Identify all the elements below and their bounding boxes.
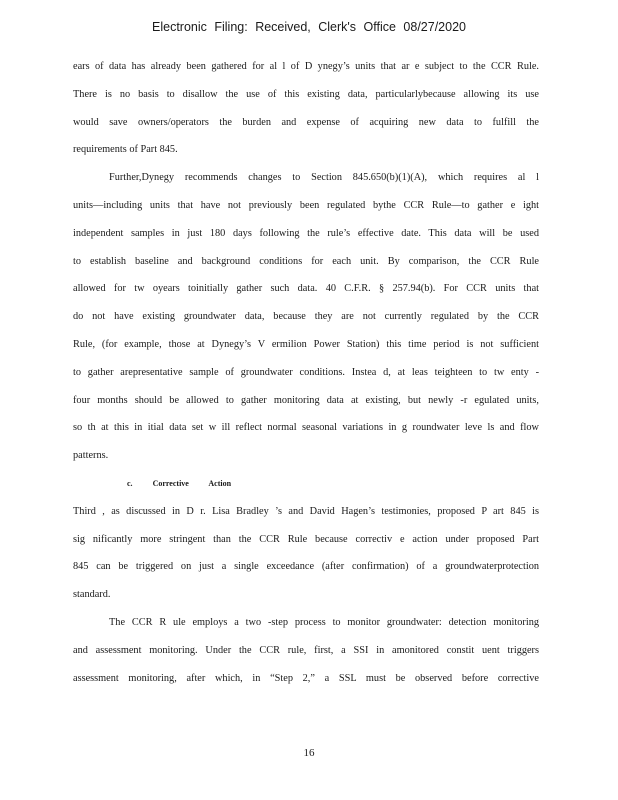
text-line: requirements of Part 845. bbox=[73, 144, 178, 156]
text-line: do not have existing groundwater data, because they are not currently regulated by the CCR bbox=[73, 311, 539, 323]
text-line: patterns. bbox=[73, 450, 109, 462]
filing-header: Electronic Filing: Received, Clerk's Office 08/27/2020 bbox=[152, 20, 466, 34]
text-line: Further,Dynegy recommends changes to Section 845.650(b)(1)(A), which requires al l bbox=[109, 172, 539, 184]
text-line: to establish baseline and background conditions for each unit. By comparison, the CCR Rule bbox=[73, 255, 539, 267]
text-line: independent samples in just 180 days following the rule’s effective date. This data will be used bbox=[73, 227, 539, 239]
text-line: assessment monitoring, after which, in “Step 2,” a SSL must be observed before corrective bbox=[73, 672, 539, 684]
paragraph bbox=[73, 503, 539, 614]
text-line: units—including units that have not previously been regulated bythe CCR Rule—to gather e ight bbox=[73, 199, 539, 211]
paragraph bbox=[73, 169, 539, 475]
text-line: to gather arepresentative sample of groundwater conditions. Instea d, at leas teighteen to tw enty - bbox=[73, 366, 539, 378]
text-line: sig nificantly more stringent than the CCR Rule because correctiv e action under proposed Part bbox=[73, 533, 539, 545]
paragraph bbox=[73, 614, 539, 697]
paragraph bbox=[73, 58, 539, 169]
text-line: and assessment monitoring. Under the CCR rule, first, a SSI in amonitored constit uent triggers bbox=[73, 644, 539, 656]
section-letter: c. bbox=[127, 478, 133, 488]
text-line: There is no basis to disallow the use of this existing data, particularlybecause allowing its use bbox=[73, 88, 539, 100]
section-title-part: Corrective bbox=[152, 478, 189, 488]
text-line: standard. bbox=[73, 589, 111, 601]
text-line: four months should be allowed to gather monitoring data at existing, but newly -r egulated units, bbox=[73, 394, 539, 406]
section-title-part: Action bbox=[208, 478, 232, 488]
text-line: The CCR R ule employs a two -step process to monitor groundwater: detection monitoring bbox=[109, 616, 539, 628]
text-line: Third , as discussed in D r. Lisa Bradley ’s and David Hagen’s testimonies, proposed P art 845 is bbox=[73, 505, 539, 517]
text-line: so th at this in itial data set w ill reflect normal seasonal variations in g roundwater leve ls and flow bbox=[73, 422, 539, 434]
text-line: would save owners/operators the burden and expense of acquiring new data to fulfill the bbox=[73, 116, 539, 128]
page-number: 16 bbox=[303, 747, 315, 759]
document-body bbox=[73, 58, 539, 697]
text-line: 845 can be triggered on just a single exceedance (after confirmation) of a groundwaterprotection bbox=[73, 561, 539, 573]
text-line: ears of data has already been gathered for al l of D ynegy’s units that ar e subject to the CCR Rule. bbox=[73, 61, 539, 72]
text-line: Rule, (for example, those at Dynegy’s V ermilion Power Station) this time period is not sufficient bbox=[73, 338, 539, 350]
section-heading bbox=[73, 475, 539, 503]
text-line: allowed for tw oyears toinitially gather such data. 40 C.F.R. § 257.94(b). For CCR units that bbox=[73, 283, 539, 295]
